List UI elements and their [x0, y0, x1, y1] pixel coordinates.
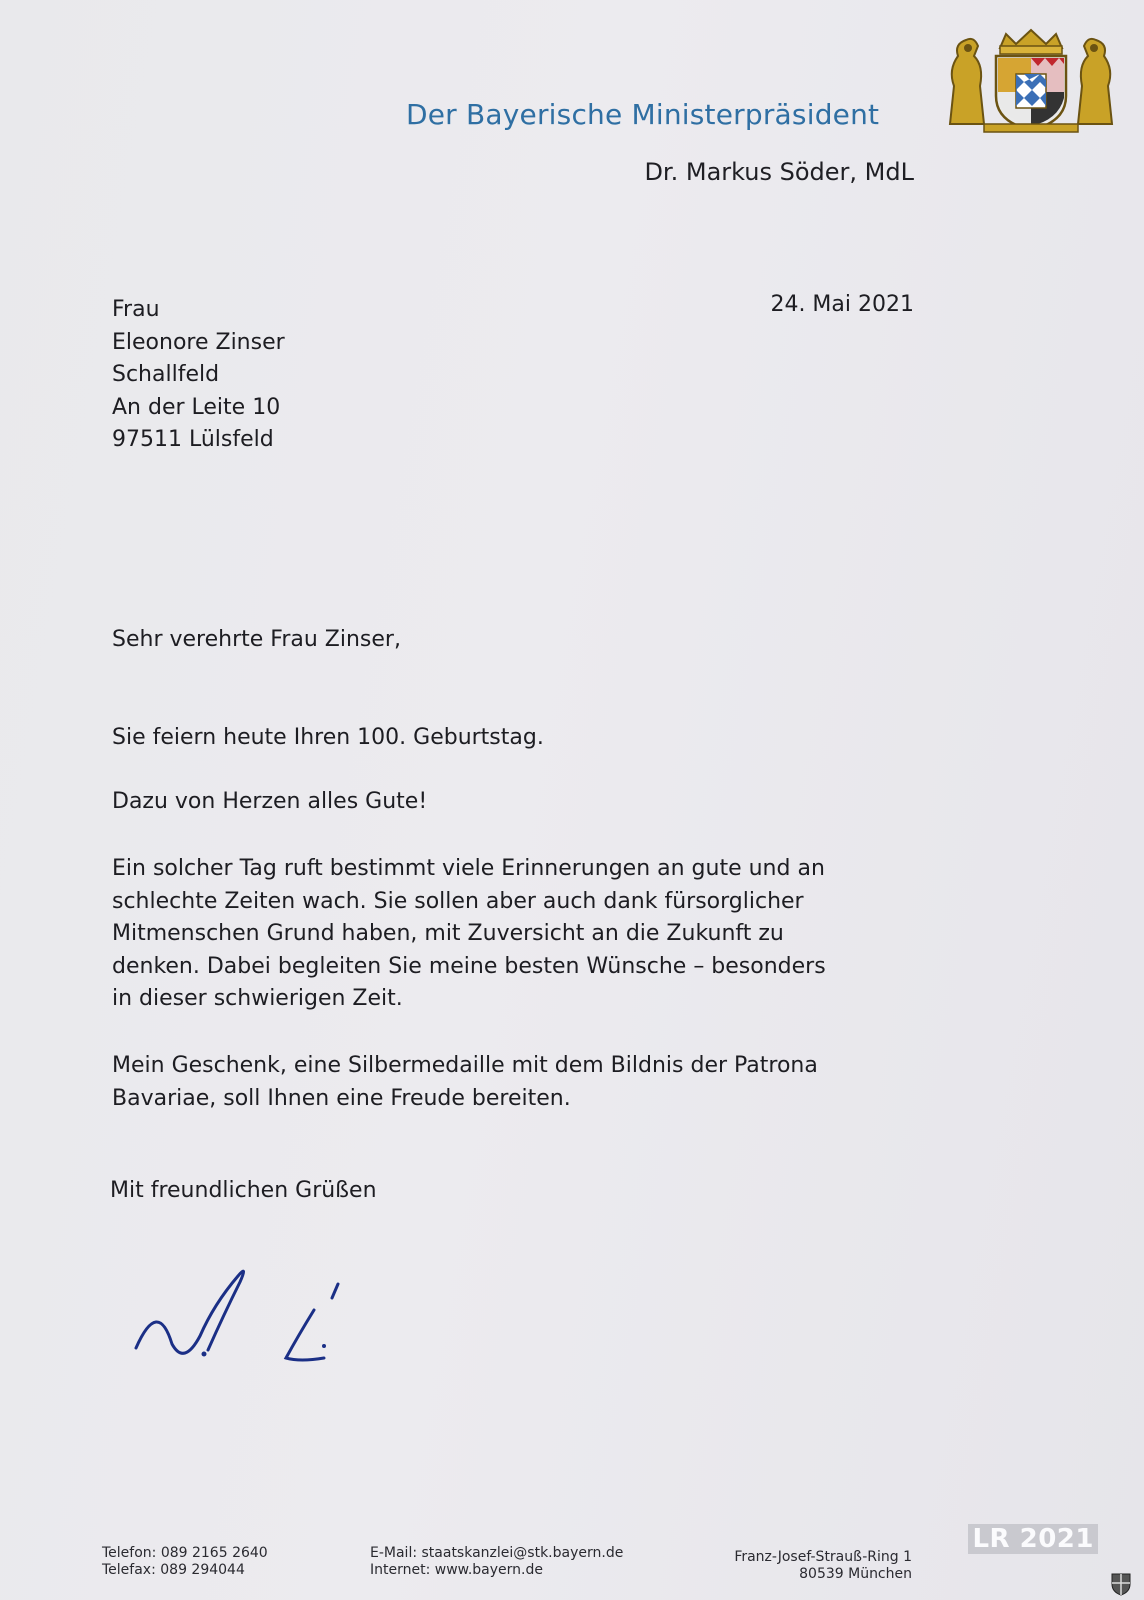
- paragraph: Dazu von Herzen alles Gute!: [112, 789, 428, 814]
- small-crest-icon: [1110, 1572, 1132, 1596]
- bavarian-coat-of-arms-icon: [944, 26, 1118, 134]
- footer-address: [734, 1549, 912, 1583]
- footer-city: 80539 München: [799, 1566, 912, 1582]
- paragraph: Ein solcher Tag ruft bestimmt viele Erinnerungen an gute und an schlechte Zeiten wach. Sie sollen aber auch dank fürsorglicher Mitmenschen Grund haben, mit Zuversicht an die Zukunft zu denken. Dabei begleiten Sie meine besten Wünsche – besonders in dieser schwierigen Zeit.: [112, 856, 826, 1011]
- footer-street: Franz-Josef-Strauß-Ring 1: [734, 1549, 912, 1565]
- footer-online: [370, 1545, 623, 1579]
- recipient-address: [112, 294, 285, 457]
- footer-phone: Telefon: 089 2165 2640: [102, 1545, 268, 1561]
- letterhead-title: Der Bayerische Ministerpräsident: [406, 98, 880, 131]
- address-line: Eleonore Zinser: [112, 329, 285, 355]
- handwritten-signature: [128, 1258, 358, 1378]
- year-stamp: LR 2021: [968, 1524, 1098, 1554]
- address-line: An der Leite 10: [112, 394, 281, 420]
- footer-email: E-Mail: staatskanzlei@stk.bayern.de: [370, 1545, 624, 1561]
- paragraph: Mein Geschenk, eine Silbermedaille mit dem Bildnis der Patrona Bavariae, soll Ihnen eine Freude bereiten.: [112, 1053, 818, 1111]
- footer-web: Internet: www.bayern.de: [370, 1562, 543, 1578]
- address-line: Frau: [112, 297, 160, 322]
- footer-fax: Telefax: 089 294044: [102, 1562, 245, 1578]
- closing: Mit freundlichen Grüßen: [110, 1178, 377, 1203]
- footer-contact: [102, 1545, 268, 1579]
- salutation: Sehr verehrte Frau Zinser,: [112, 627, 401, 652]
- letter-date: 24. Mai 2021: [770, 292, 914, 317]
- paragraph: Sie feiern heute Ihren 100. Geburtstag.: [112, 725, 544, 750]
- address-line: Schallfeld: [112, 362, 220, 387]
- address-line: 97511 Lülsfeld: [112, 427, 274, 452]
- letterhead-name: Dr. Markus Söder, MdL: [644, 158, 914, 186]
